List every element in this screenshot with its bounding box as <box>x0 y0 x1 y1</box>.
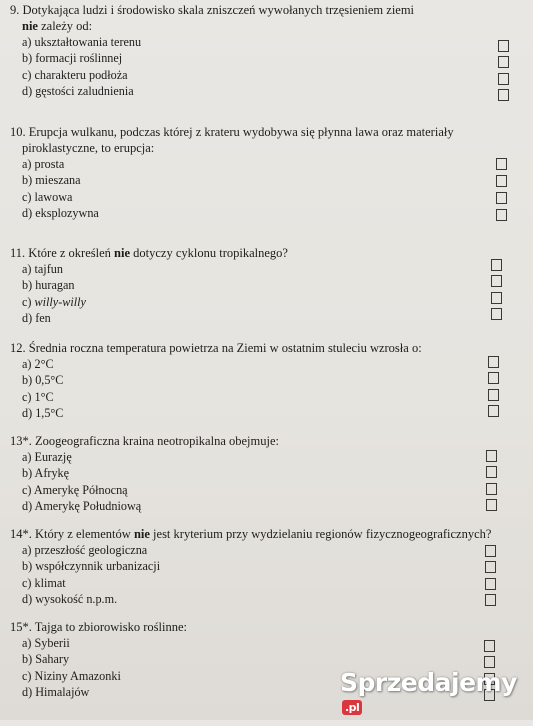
option-a: a) Eurazję <box>22 450 72 464</box>
question-number: 15*. <box>10 620 32 634</box>
option-d: d) Himalajów <box>22 684 90 699</box>
option-c: c) charakteru podłoża <box>22 67 128 82</box>
question-text <box>10 526 491 542</box>
option-b: b) 0,5°C <box>22 373 64 388</box>
option-a: a) tajfun <box>22 262 63 276</box>
question-text <box>10 124 454 140</box>
answer-checkbox[interactable] <box>491 275 502 287</box>
question-text <box>10 2 414 18</box>
question-number: 9. <box>10 3 20 17</box>
answer-checkbox[interactable] <box>488 405 499 417</box>
answer-checkbox[interactable] <box>498 73 509 85</box>
answer-checkbox[interactable] <box>491 259 502 271</box>
answer-checkbox[interactable] <box>488 389 499 401</box>
watermark-text: Sprzedajemy <box>340 668 517 697</box>
option-b: b) współczynnik urbanizacji <box>22 559 161 574</box>
question-number: 11. <box>10 246 26 260</box>
option-a: a) przeszłość geologiczna <box>22 543 148 557</box>
answer-checkbox[interactable] <box>484 640 495 652</box>
answer-checkbox[interactable] <box>486 466 497 478</box>
answer-checkbox[interactable] <box>484 656 495 668</box>
option-d: d) Amerykę Południową <box>22 498 142 513</box>
option-c: c) Niziny Amazonki <box>22 668 121 683</box>
option-c: c) 1°C <box>22 389 54 404</box>
question-text <box>10 619 187 635</box>
option-c: c) lawowa <box>22 189 73 204</box>
answer-checkbox[interactable] <box>496 158 507 170</box>
answer-checkbox[interactable] <box>488 356 499 368</box>
question-line: jest kryterium przy wydzielaniu regionów fizycznogeograficznych? <box>149 527 492 541</box>
question-text <box>10 245 288 261</box>
option-a: a) ukształtowania terenu <box>22 35 142 49</box>
option-d: d) gęstości zaludnienia <box>22 83 134 98</box>
option-prefix: c) <box>22 294 35 309</box>
watermark-logo <box>340 668 533 726</box>
answer-checkbox[interactable] <box>488 372 499 384</box>
option-b: b) Afrykę <box>22 466 70 481</box>
question-text <box>10 433 279 449</box>
option-c: c) Amerykę Północną <box>22 482 128 497</box>
option-d: d) eksplozywna <box>22 205 99 220</box>
question-line: Dotykająca ludzi i środowisko skala zniszczeń wywołanych trzęsieniem ziemi <box>22 3 415 17</box>
option-a: a) prosta <box>22 157 65 171</box>
option-d: d) fen <box>22 310 51 325</box>
answer-checkbox[interactable] <box>498 40 509 52</box>
answer-checkbox[interactable] <box>485 545 496 557</box>
option-d: d) 1,5°C <box>22 405 64 420</box>
question-text <box>10 340 422 356</box>
question-15 <box>10 619 187 700</box>
question-14 <box>10 526 491 607</box>
question-12 <box>10 340 422 421</box>
question-number: 13*. <box>10 434 32 448</box>
answer-checkbox[interactable] <box>496 192 507 204</box>
option-a: a) Syberii <box>22 636 70 650</box>
question-line: Erupcja wulkanu, podczas której z krateru wydobywa się płynna lawa oraz materiały <box>28 125 454 139</box>
question-line: dotyczy cyklonu tropikalnego? <box>130 246 288 260</box>
negation-bold: nie <box>133 527 150 541</box>
question-line: Które z określeń <box>28 246 115 260</box>
answer-checkbox[interactable] <box>496 209 507 221</box>
answer-checkbox[interactable] <box>486 499 497 511</box>
option-d: d) wysokość n.p.m. <box>22 591 118 606</box>
question-number: 10. <box>10 125 26 139</box>
answer-checkbox[interactable] <box>485 561 496 573</box>
question-number: 14*. <box>10 527 32 541</box>
option-b: b) mieszana <box>22 173 81 188</box>
answer-checkbox[interactable] <box>496 175 507 187</box>
option-b: b) Sahary <box>22 652 70 667</box>
negation-bold: nie <box>114 246 131 260</box>
question-13 <box>10 433 279 514</box>
option-a: a) 2°C <box>22 357 54 371</box>
negation-bold: nie <box>22 19 38 33</box>
question-9 <box>10 2 414 99</box>
question-line: zależy od: <box>37 19 93 33</box>
option-c: c) klimat <box>22 575 66 590</box>
option-c <box>10 294 288 310</box>
option-b: b) formacji roślinnej <box>22 51 123 66</box>
answer-checkbox[interactable] <box>485 594 496 606</box>
option-b: b) huragan <box>22 278 75 293</box>
answer-checkbox[interactable] <box>498 89 509 101</box>
answer-checkbox[interactable] <box>486 483 497 495</box>
question-line: Tajga to zbiorowisko roślinne: <box>34 620 188 634</box>
question-text-line2: piroklastyczne, to erupcja: <box>22 141 155 155</box>
question-line: Zoogeograficzna kraina neotropikalna obejmuje: <box>35 434 279 448</box>
question-line: Średnia roczna temperatura powietrza na Ziemi w ostatnim stuleciu wzrosła o: <box>28 341 422 355</box>
answer-checkbox[interactable] <box>491 308 502 320</box>
option-italic-text: willy-willy <box>34 294 86 309</box>
question-number: 12. <box>10 341 26 355</box>
question-line: Który z elementów <box>35 527 134 541</box>
question-10 <box>10 124 454 221</box>
question-11 <box>10 245 288 326</box>
answer-checkbox[interactable] <box>498 56 509 68</box>
answer-checkbox[interactable] <box>486 450 497 462</box>
question-text-line2 <box>10 18 414 34</box>
answer-checkbox[interactable] <box>491 292 502 304</box>
answer-checkbox[interactable] <box>485 578 496 590</box>
watermark-suffix: .pl <box>342 700 362 715</box>
